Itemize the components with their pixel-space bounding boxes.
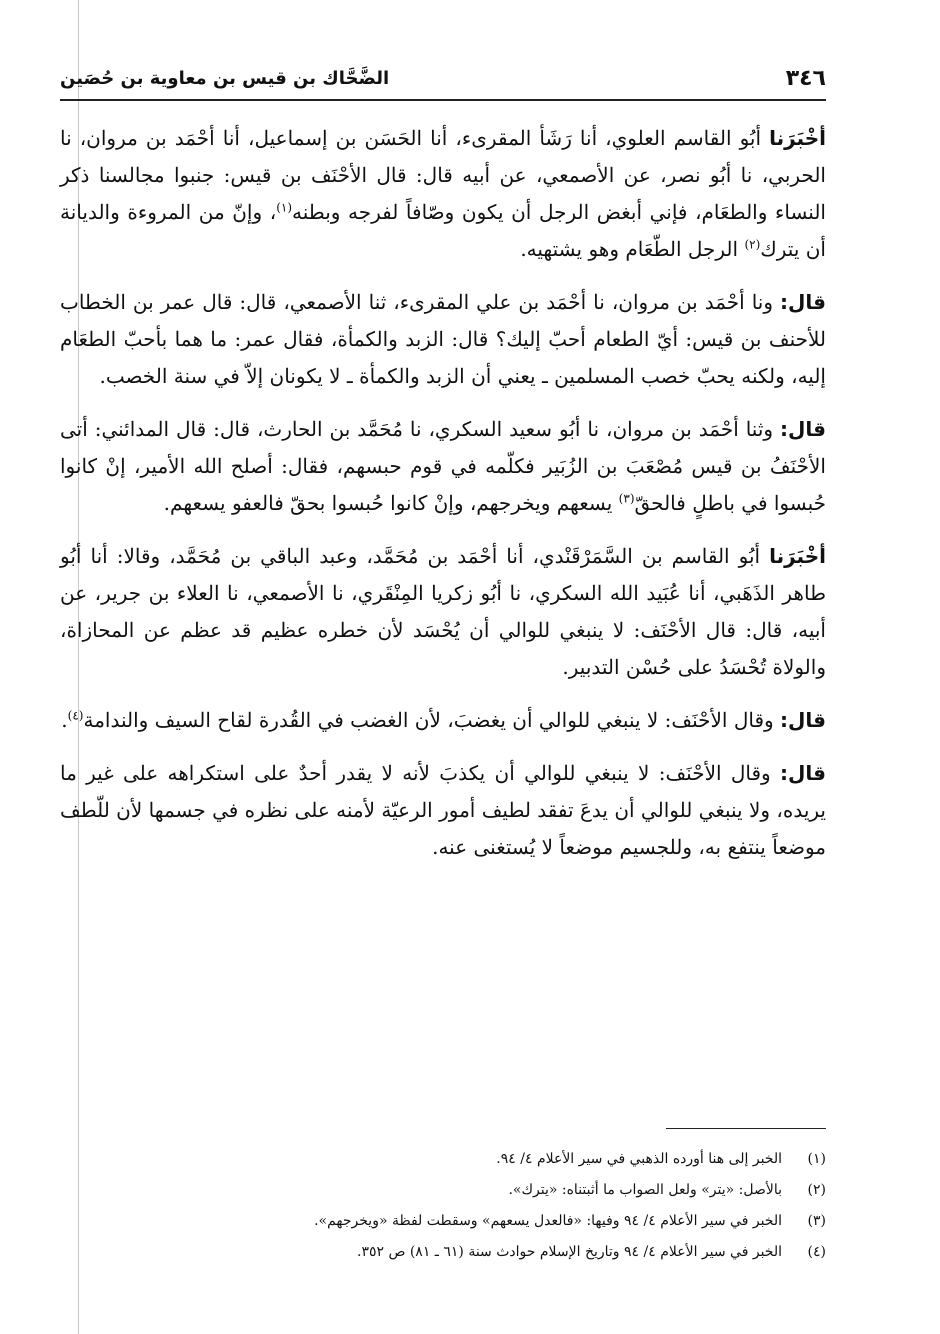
- paragraph-text: الرجل الطّعَام وهو يشتهيه.: [520, 237, 745, 261]
- footnote-item: [60, 1144, 826, 1175]
- paragraph-lead: قال:: [780, 290, 826, 314]
- footnote-item: [60, 1237, 826, 1268]
- paragraph-1: [60, 120, 826, 268]
- page-header: [60, 60, 826, 96]
- paragraph-text: أبُو القاسم العلوي، أنا رَشَأ المقرىء، أنا الحَسَن بن إسماعيل، أنا أحْمَد بن مروان، نا الحربي، نا أبُو نصر، عن الأصمعي، عن أبيه قال: قال الأحْنَف بن قيس: جنبوا مجالسنا ذكر النساء والطعَام، فإني أبغض الرجل أن يكون وصّافاً لفرجه وبطنه: [60, 126, 826, 224]
- paragraph-text: يسعهم ويخرجهم، وإنْ كانوا حُبسوا بحقّ فالعفو يسعهم.: [163, 491, 619, 515]
- paragraph-text: ، وإنّ من المروءة والديانة أن يترك: [60, 200, 826, 261]
- main-text: [60, 120, 826, 882]
- paragraph-text: وثنا أحْمَد بن مروان، نا أبُو سعيد السكري، نا مُحَمَّد بن الحارث، قال: قال المدائني: أتى الأحْنَفُ بن قيس مُصْعَبَ بن الزُبَير فكلّمه في قوم حبسهم، فقال: أصلح الله الأمير، إنْ كانوا حُبسوا في باطلٍ فالحقّ: [60, 417, 826, 515]
- paragraph-lead: قال:: [780, 708, 826, 732]
- paragraph-text: وقال الأحْنَف: لا ينبغي للوالي أن يغضبَ، لأن الغضب في القُدرة لقاح السيف والندامة: [83, 708, 781, 732]
- footnote-item: [60, 1206, 826, 1237]
- paragraph-text: أبُو القاسم بن السَّمَرْقَنْدي، أنا أحْمَد بن مُحَمَّد، وعبد الباقي بن مُحَمَّد، وقالا: أنا أبُو طاهر الذَهَبي، أنا عُبَيد الله السكري، نا أبُو زكريا المِنْقَري، نا الأصمعي، نا العلاء بن جرير، عن أبيه، قال: قال الأحْنَف: لا ينبغي للوالي أن يُحْسَد لأن خطره عظيم قد عظم عن المحازاة، والولاة تُحْسَدُ على حُسْن التدبير.: [60, 544, 826, 679]
- paragraph-4: [60, 538, 826, 686]
- footnote-text: الخبر إلى هنا أورده الذهبي في سير الأعلام ٤/ ٩٤.: [496, 1151, 782, 1167]
- paragraph-lead: قال:: [780, 761, 826, 785]
- paragraph-5: [60, 702, 826, 739]
- paragraph-2: [60, 284, 826, 395]
- paragraph-lead: قال:: [780, 417, 826, 441]
- footnote-number: (٣): [807, 1213, 826, 1229]
- running-title: الضَّحَّاك بن قيس بن معاوية بن حُصَين: [60, 67, 390, 89]
- footnote-rule: [666, 1128, 826, 1129]
- header-rule: [60, 99, 826, 101]
- footnote-text: الخبر في سير الأعلام ٤/ ٩٤ وفيها: «فالعدل يسعهم» وسقطت لفظة «ويخرجهم».: [314, 1213, 782, 1229]
- footnote-text: بالأصل: «يتر» ولعل الصواب ما أثبتناه: «يترك».: [508, 1182, 782, 1198]
- footnote-ref-2: (٢): [744, 237, 761, 252]
- footnote-number: (٢): [807, 1182, 826, 1198]
- paragraph-6: [60, 755, 826, 866]
- footnote-ref-1: (١): [276, 200, 293, 215]
- footnote-number: (٤): [807, 1244, 826, 1260]
- footnote-ref-3: (٣): [618, 491, 635, 506]
- page-number: ٣٤٦: [785, 65, 826, 91]
- paragraph-text: وقال الأحْنَف: لا ينبغي للوالي أن يكذبَ لأنه لا يقدر أحدٌ على استكراهه على غير ما يريده، ولا ينبغي للوالي أن يدعَ تفقد لطيف أمور الرعيّة لأمنه على نظره في جسمها لأن للّطف موضعاً ينتفع به، وللجسيم موضعاً لا يُستغنى عنه.: [60, 761, 826, 859]
- footnote-ref-4: (٤): [67, 708, 84, 723]
- paragraph-lead: أخْبَرَنا: [769, 126, 826, 150]
- paragraph-3: [60, 411, 826, 522]
- paragraph-text: ونا أحْمَد بن مروان، نا أحْمَد بن علي المقرىء، ثنا الأصمعي، قال: قال عمر بن الخطاب للأحنف بن قيس: أيّ الطعام أحبّ إليك؟ قال: الزبد والكمأة، فقال عمر: ما هما بأحبّ الطعَام إليه، ولكنه يحبّ خصب المسلمين ـ يعني أن الزبد والكمأة ـ لا يكونان إلاّ في سنة الخصب.: [60, 290, 826, 388]
- paragraph-text: .: [61, 708, 68, 732]
- footnote-text: الخبر في سير الأعلام ٤/ ٩٤ وتاريخ الإسلام حوادث سنة (٦١ ـ ٨١) ص ٣٥٢.: [356, 1244, 782, 1260]
- footnote-number: (١): [807, 1151, 826, 1167]
- footnotes: [60, 1144, 826, 1268]
- paragraph-lead: أخْبَرَنا: [769, 544, 826, 568]
- footnote-item: [60, 1175, 826, 1206]
